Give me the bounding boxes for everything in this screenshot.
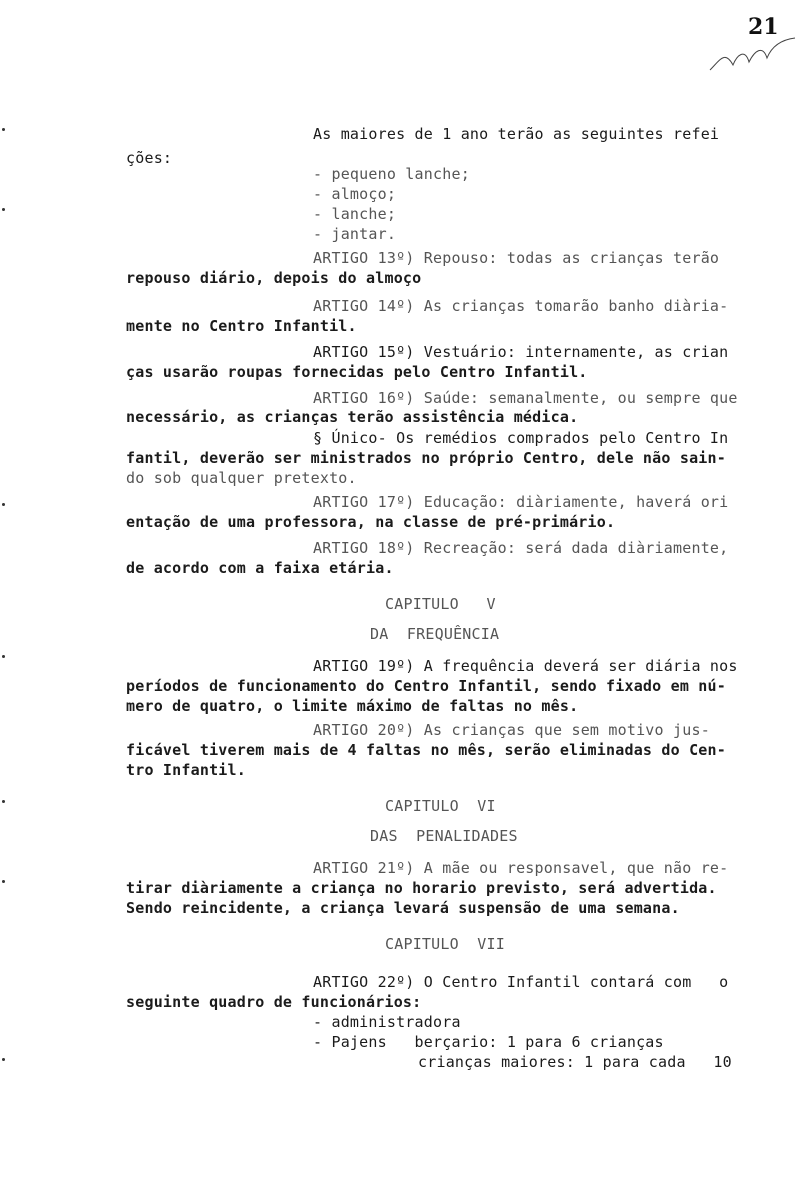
text-line: ARTIGO 18º) Recreação: será dada diàriamente, (313, 539, 729, 557)
text-line: ficável tiverem mais de 4 faltas no mês, serão eliminadas do Cen- (126, 741, 726, 759)
list-item: - almoço; (313, 185, 397, 203)
text-line: ARTIGO 22º) O Centro Infantil contará com o (313, 973, 729, 991)
text-line: do sob qualquer pretexto. (126, 469, 357, 487)
list-item: - Pajens berçario: 1 para 6 crianças (313, 1033, 664, 1051)
margin-mark (2, 503, 5, 506)
text-line: ARTIGO 15º) Vestuário: internamente, as crian (313, 343, 729, 361)
text-line: Sendo reincidente, a criança levará suspensão de uma semana. (126, 899, 680, 917)
list-item: - lanche; (313, 205, 397, 223)
list-item: - pequeno lanche; (313, 165, 470, 183)
text-line: períodos de funcionamento do Centro Infantil, sendo fixado em nú- (126, 677, 726, 695)
text-line: § Único- Os remédios comprados pelo Centro In (313, 429, 729, 447)
page-number: 21 (748, 14, 779, 40)
text-line: tro Infantil. (126, 761, 246, 779)
text-line: ARTIGO 13º) Repouso: todas as crianças terão (313, 249, 720, 267)
chapter-heading: CAPITULO VI (385, 797, 496, 815)
text-line: ARTIGO 16º) Saúde: semanalmente, ou sempre que (313, 389, 738, 407)
text-line: entação de uma professora, na classe de pré-primário. (126, 513, 616, 531)
text-line: ARTIGO 21º) A mãe ou responsavel, que não re- (313, 859, 729, 877)
margin-mark (2, 880, 5, 883)
text-line: mente no Centro Infantil. (126, 317, 357, 335)
chapter-heading: CAPITULO VII (385, 935, 505, 953)
text-line: mero de quatro, o limite máximo de faltas no mês. (126, 697, 579, 715)
text-line: repouso diário, depois do almoço (126, 269, 422, 287)
text-line: As maiores de 1 ano terão as seguintes refei (313, 125, 720, 143)
text-line: de acordo com a faixa etária. (126, 559, 394, 577)
section-heading: DA FREQUÊNCIA (370, 625, 500, 643)
text-line: ARTIGO 17º) Educação: diàriamente, haverá ori (313, 493, 729, 511)
chapter-heading: CAPITULO V (385, 595, 496, 613)
list-item: - administradora (313, 1013, 461, 1031)
list-item: crianças maiores: 1 para cada 10 (418, 1053, 732, 1071)
margin-mark (2, 655, 5, 658)
margin-mark (2, 208, 5, 211)
text-line: tirar diàriamente a criança no horario previsto, será advertida. (126, 879, 717, 897)
margin-mark (2, 1058, 5, 1061)
margin-mark (2, 800, 5, 803)
text-line: ARTIGO 19º) A frequência deverá ser diária nos (313, 657, 738, 675)
text-line: ARTIGO 14º) As crianças tomarão banho diària- (313, 297, 729, 315)
text-line: fantil, deverão ser ministrados no próprio Centro, dele não sain- (126, 449, 726, 467)
text-line: ARTIGO 20º) As crianças que sem motivo jus- (313, 721, 710, 739)
text-line: seguinte quadro de funcionários: (126, 993, 422, 1011)
text-line: ções: (126, 149, 173, 167)
text-line: ças usarão roupas fornecidas pelo Centro Infantil. (126, 363, 588, 381)
list-item: - jantar. (313, 225, 397, 243)
handwritten-initials-mark (705, 30, 800, 80)
margin-mark (2, 128, 5, 131)
section-heading: DAS PENALIDADES (370, 827, 518, 845)
text-line: necessário, as crianças terão assistência médica. (126, 408, 579, 426)
